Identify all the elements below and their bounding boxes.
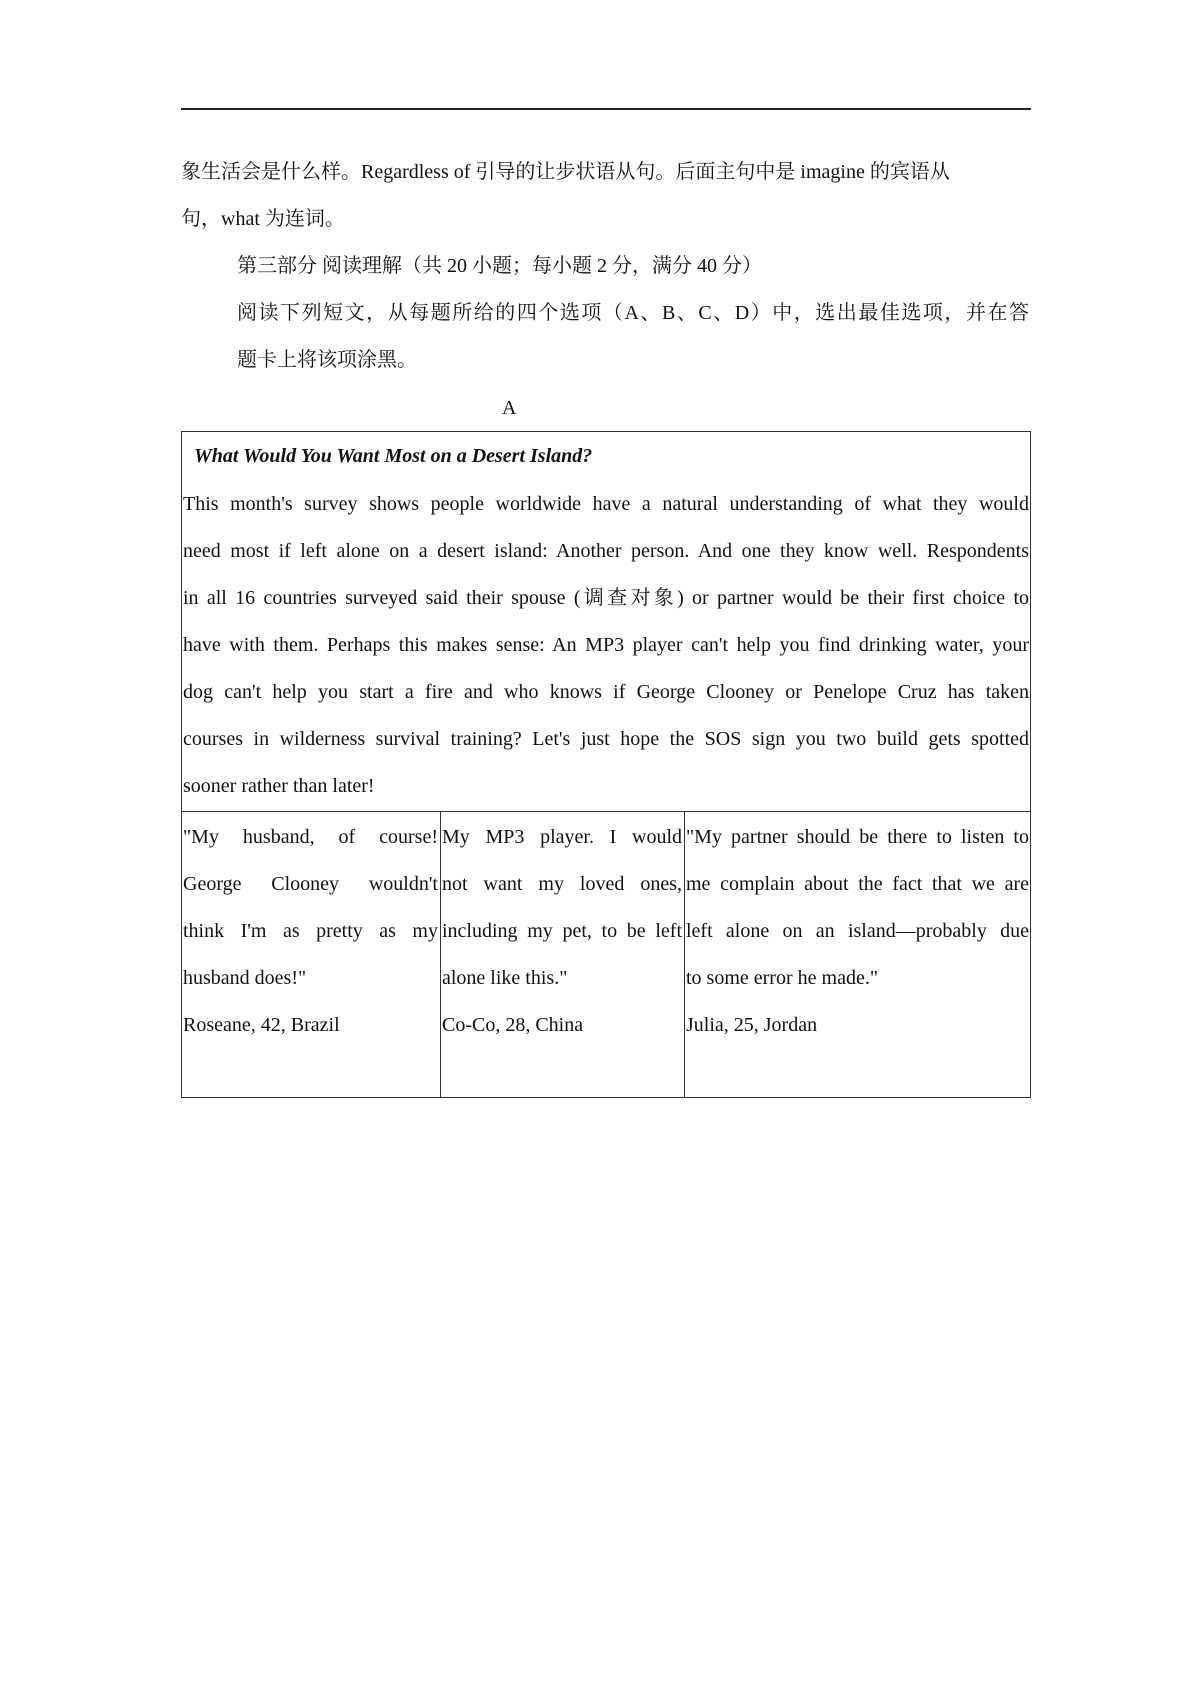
quote-2-author: Co-Co, 28, China: [442, 1014, 584, 1036]
article-line: This month's survey shows people worldwide have a natural understanding of what they would: [183, 493, 1029, 515]
quote-1-author: Roseane, 42, Brazil: [183, 1014, 340, 1036]
quote-1-line: "My husband, of course!: [183, 826, 438, 848]
intro-line-1: 象生活会是什么样。Regardless of 引导的让步状语从句。后面主句中是 imagine 的宾语从: [181, 161, 950, 183]
quote-3-author: Julia, 25, Jordan: [686, 1014, 818, 1036]
quote-3-line: me complain about the fact that we are: [686, 873, 1029, 895]
quote-2-line: including my pet, to be left: [442, 920, 682, 942]
article-line: in all 16 countries surveyed said their spouse (调查对象) or partner would be their first choice to: [183, 587, 1029, 609]
quote-2-line: alone like this.": [442, 967, 568, 989]
article-line: courses in wilderness survival training? Let's just hope the SOS sign you two build gets spotted: [183, 728, 1029, 750]
quote-1-line: think I'm as pretty as my: [183, 920, 438, 942]
article-line: need most if left alone on a desert island: Another person. And one they know well. Respondents: [183, 540, 1029, 562]
article-line: sooner rather than later!: [183, 775, 375, 797]
instruction-line-1: 阅读下列短文，从每题所给的四个选项（A、B、C、D）中，选出最佳选项，并在答: [237, 302, 1029, 324]
quote-2-line: not want my loved ones,: [442, 873, 682, 895]
instruction-line-2: 题卡上将该项涂黑。: [237, 349, 417, 371]
quote-1-line: husband does!": [183, 967, 307, 989]
quote-2-line: My MP3 player. I would: [442, 826, 682, 848]
section-heading: 第三部分 阅读理解（共 20 小题；每小题 2 分，满分 40 分）: [237, 255, 762, 277]
quote-3-line: to some error he made.": [686, 967, 878, 989]
article-line: have with them. Perhaps this makes sense: An MP3 player can't help you find drinking water, your: [183, 634, 1029, 656]
quote-3-line: "My partner should be there to listen to: [686, 826, 1029, 848]
intro-line-2: 句，what 为连词。: [181, 208, 345, 230]
article-box: [181, 431, 1031, 1098]
header-rule: [181, 108, 1031, 110]
quote-1-line: George Clooney wouldn't: [183, 873, 438, 895]
column-divider: [440, 811, 441, 1098]
article-line: dog can't help you start a fire and who knows if George Clooney or Penelope Cruz has taken: [183, 681, 1029, 703]
article-title: What Would You Want Most on a Desert Island?: [194, 445, 593, 467]
column-divider: [684, 811, 685, 1098]
quote-3-line: left alone on an island—probably due: [686, 920, 1029, 942]
passage-label: A: [502, 397, 517, 419]
table-divider: [181, 811, 1031, 812]
